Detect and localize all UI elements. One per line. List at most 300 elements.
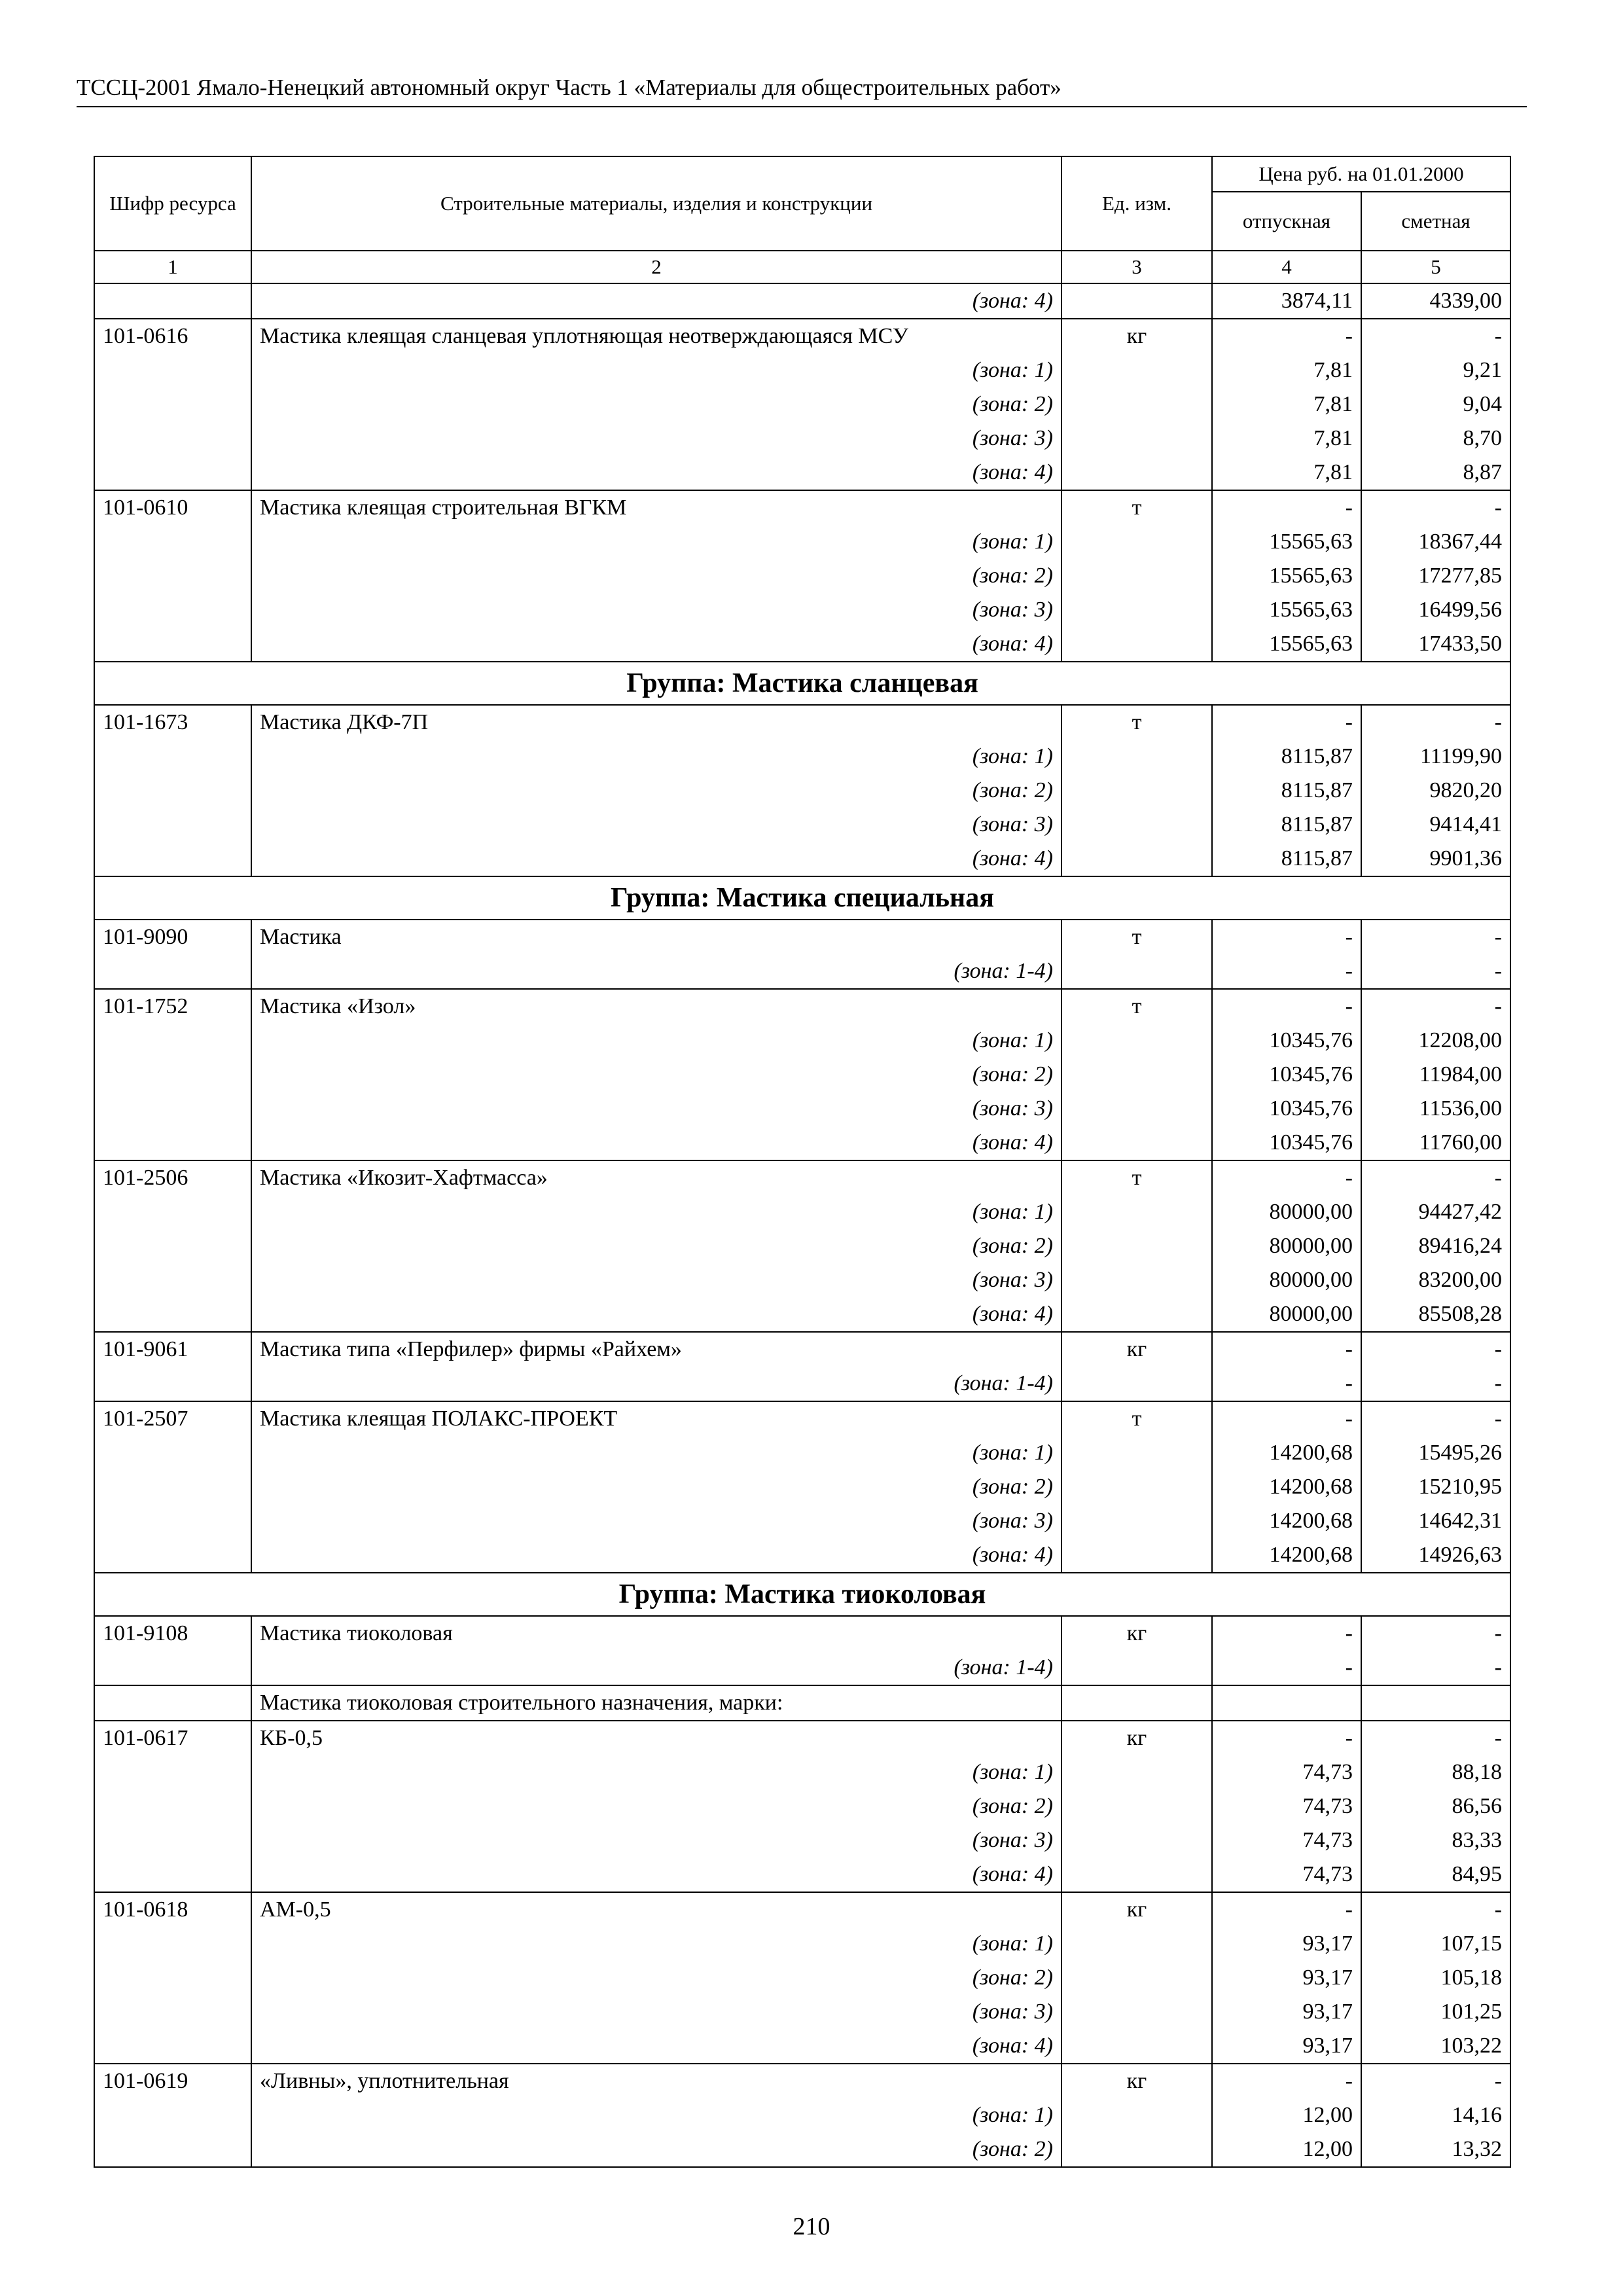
release-price: 3874,11 — [1212, 283, 1361, 319]
zone-row — [94, 740, 1510, 774]
release-price: 15565,63 — [1212, 593, 1361, 627]
unit-cell-empty — [1061, 593, 1212, 627]
estimate-price: - — [1361, 1401, 1510, 1436]
estimate-price: 88,18 — [1361, 1755, 1510, 1789]
zone-label: (зона: 1-4) — [251, 1651, 1061, 1685]
resource-code-empty — [94, 1126, 251, 1160]
unit-cell-empty — [1061, 1367, 1212, 1401]
resource-code-empty — [94, 353, 251, 387]
estimate-price: - — [1361, 1651, 1510, 1685]
resource-code-empty — [94, 593, 251, 627]
release-price: 80000,00 — [1212, 1297, 1361, 1332]
zone-row — [94, 2132, 1510, 2167]
item-row — [94, 1401, 1510, 1436]
estimate-price: 8,70 — [1361, 422, 1510, 456]
zone-row — [94, 1126, 1510, 1160]
resource-code: 101-9090 — [94, 920, 251, 954]
zone-label: (зона: 3) — [251, 1823, 1061, 1857]
zone-row — [94, 559, 1510, 593]
resource-code-empty — [94, 1367, 251, 1401]
unit-cell-empty — [1061, 627, 1212, 662]
zone-label: (зона: 2) — [251, 1229, 1061, 1263]
unit-cell-empty — [1061, 456, 1212, 490]
zone-label: (зона: 4) — [251, 456, 1061, 490]
zone-row — [94, 1961, 1510, 1995]
release-price: 74,73 — [1212, 1755, 1361, 1789]
estimate-price: 17433,50 — [1361, 627, 1510, 662]
estimate-price: 103,22 — [1361, 2029, 1510, 2064]
unit-cell: т — [1061, 1160, 1212, 1195]
unit-cell-empty — [1061, 774, 1212, 808]
material-name: Мастика тиоколовая — [251, 1616, 1061, 1651]
group-title: Группа: Мастика сланцевая — [94, 662, 1510, 705]
release-price: 74,73 — [1212, 1823, 1361, 1857]
estimate-price: 12208,00 — [1361, 1024, 1510, 1058]
unit-cell-empty — [1061, 1961, 1212, 1995]
estimate-price: 11536,00 — [1361, 1092, 1510, 1126]
estimate-price: 15210,95 — [1361, 1470, 1510, 1504]
release-price: 93,17 — [1212, 2029, 1361, 2064]
estimate-price: 14642,31 — [1361, 1504, 1510, 1538]
release-price: 93,17 — [1212, 1995, 1361, 2029]
zone-label: (зона: 3) — [251, 808, 1061, 842]
resource-code: 101-0610 — [94, 490, 251, 525]
release-price: - — [1212, 490, 1361, 525]
estimate-price: 86,56 — [1361, 1789, 1510, 1823]
item-row — [94, 1892, 1510, 1927]
zone-label: (зона: 2) — [251, 559, 1061, 593]
release-price: 7,81 — [1212, 456, 1361, 490]
zone-row — [94, 1504, 1510, 1538]
zone-label: (зона: 1) — [251, 1436, 1061, 1470]
unit-cell-empty — [1061, 1263, 1212, 1297]
resource-code-empty — [94, 1263, 251, 1297]
resource-code: 101-0617 — [94, 1721, 251, 1755]
estimate-price: 13,32 — [1361, 2132, 1510, 2167]
resource-code-empty — [94, 1229, 251, 1263]
material-name: Мастика ДКФ-7П — [251, 705, 1061, 740]
unit-cell-empty — [1061, 387, 1212, 422]
zone-label: (зона: 3) — [251, 1995, 1061, 2029]
release-price: - — [1212, 989, 1361, 1024]
zone-label: (зона: 2) — [251, 774, 1061, 808]
resource-code: 101-9108 — [94, 1616, 251, 1651]
zone-row — [94, 1436, 1510, 1470]
unit-cell-empty — [1061, 1092, 1212, 1126]
header-price-group: Цена руб. на 01.01.2000 — [1212, 156, 1510, 192]
zone-label: (зона: 3) — [251, 1504, 1061, 1538]
unit-cell-empty — [1061, 1470, 1212, 1504]
unit-cell-empty — [1061, 559, 1212, 593]
zone-label: (зона: 4) — [251, 1857, 1061, 1892]
estimate-price: 9,04 — [1361, 387, 1510, 422]
unit-cell: кг — [1061, 1332, 1212, 1367]
unit-cell-empty — [1061, 1823, 1212, 1857]
resource-code: 101-0618 — [94, 1892, 251, 1927]
resource-code-empty — [94, 1092, 251, 1126]
zone-row — [94, 2029, 1510, 2064]
estimate-price: - — [1361, 1721, 1510, 1755]
column-number: 1 — [94, 251, 251, 283]
release-price: 93,17 — [1212, 1961, 1361, 1995]
zone-row — [94, 1024, 1510, 1058]
item-row — [94, 1160, 1510, 1195]
zone-row — [94, 1367, 1510, 1401]
release-price: - — [1212, 2064, 1361, 2098]
zone-label: (зона: 1) — [251, 2098, 1061, 2132]
unit-cell-empty — [1061, 1538, 1212, 1573]
item-row — [94, 2064, 1510, 2098]
unit-cell-empty — [1061, 2098, 1212, 2132]
estimate-price: - — [1361, 1160, 1510, 1195]
release-price: - — [1212, 1616, 1361, 1651]
release-price: 15565,63 — [1212, 525, 1361, 559]
unit-cell-empty — [1061, 1126, 1212, 1160]
unit-cell-empty — [1061, 1195, 1212, 1229]
resource-code-empty — [94, 1195, 251, 1229]
estimate-price: 85508,28 — [1361, 1297, 1510, 1332]
release-price: 10345,76 — [1212, 1058, 1361, 1092]
zone-row — [94, 1789, 1510, 1823]
zone-label: (зона: 3) — [251, 1092, 1061, 1126]
group-title: Группа: Мастика тиоколовая — [94, 1573, 1510, 1616]
unit-cell-empty — [1061, 1755, 1212, 1789]
release-price: 8115,87 — [1212, 774, 1361, 808]
header-release: отпускная — [1212, 192, 1361, 251]
zone-row — [94, 1927, 1510, 1961]
resource-code-empty — [94, 2029, 251, 2064]
release-price: 7,81 — [1212, 422, 1361, 456]
unit-cell-empty — [1061, 525, 1212, 559]
release-price: 8115,87 — [1212, 842, 1361, 876]
zone-row — [94, 808, 1510, 842]
zone-label: (зона: 4) — [251, 842, 1061, 876]
estimate-price: 9,21 — [1361, 353, 1510, 387]
resource-code: 101-1673 — [94, 705, 251, 740]
resource-code-empty — [94, 1857, 251, 1892]
resource-code: 101-2506 — [94, 1160, 251, 1195]
estimate-price: - — [1361, 490, 1510, 525]
release-price: - — [1212, 1651, 1361, 1685]
estimate-price: 18367,44 — [1361, 525, 1510, 559]
zone-label: (зона: 1-4) — [251, 954, 1061, 989]
resource-code-empty — [94, 1058, 251, 1092]
release-price: 14200,68 — [1212, 1470, 1361, 1504]
zone-label: (зона: 4) — [251, 1126, 1061, 1160]
zone-label: (зона: 1-4) — [251, 1367, 1061, 1401]
estimate-price: 11984,00 — [1361, 1058, 1510, 1092]
zone-row — [94, 593, 1510, 627]
zone-row — [94, 774, 1510, 808]
release-price: 15565,63 — [1212, 627, 1361, 662]
release-price: 10345,76 — [1212, 1126, 1361, 1160]
header-rule — [77, 106, 1527, 107]
unit-cell: кг — [1061, 319, 1212, 353]
document-header: ТССЦ-2001 Ямало-Ненецкий автономный округ Часть 1 «Материалы для общестроительных работ» — [77, 75, 1061, 100]
zone-row — [94, 1823, 1510, 1857]
resource-code-empty — [94, 1470, 251, 1504]
column-number: 3 — [1061, 251, 1212, 283]
resource-code-empty — [94, 1024, 251, 1058]
zone-label: (зона: 2) — [251, 387, 1061, 422]
zone-row — [94, 1229, 1510, 1263]
zone-label: (зона: 1) — [251, 353, 1061, 387]
unit-cell-empty — [1061, 2029, 1212, 2064]
unit-cell-empty — [1061, 1024, 1212, 1058]
estimate-price: 15495,26 — [1361, 1436, 1510, 1470]
estimate-price: 9414,41 — [1361, 808, 1510, 842]
material-name: АМ-0,5 — [251, 1892, 1061, 1927]
estimate-price: - — [1361, 705, 1510, 740]
release-price: 7,81 — [1212, 353, 1361, 387]
zone-row — [94, 283, 1510, 319]
estimate-price: - — [1361, 1367, 1510, 1401]
unit-cell-empty — [1061, 422, 1212, 456]
estimate-price: 107,15 — [1361, 1927, 1510, 1961]
estimate-price: - — [1361, 1616, 1510, 1651]
zone-row — [94, 1263, 1510, 1297]
unit-cell-empty — [1061, 1058, 1212, 1092]
zone-row — [94, 954, 1510, 989]
resource-code-empty — [94, 954, 251, 989]
zone-row — [94, 353, 1510, 387]
column-number: 2 — [251, 251, 1061, 283]
zone-label: (зона: 4) — [251, 1538, 1061, 1573]
estimate-price: 89416,24 — [1361, 1229, 1510, 1263]
estimate-price: 11760,00 — [1361, 1126, 1510, 1160]
price-table — [94, 156, 1511, 2168]
unit-cell-empty — [1061, 1229, 1212, 1263]
resource-code: 101-0619 — [94, 2064, 251, 2098]
material-name: «Ливны», уплотнительная — [251, 2064, 1061, 2098]
material-name: Мастика «Икозит-Хафтмасса» — [251, 1160, 1061, 1195]
zone-label: (зона: 2) — [251, 1961, 1061, 1995]
resource-code-empty — [94, 1651, 251, 1685]
zone-row — [94, 1195, 1510, 1229]
release-price: - — [1212, 954, 1361, 989]
estimate-price: 105,18 — [1361, 1961, 1510, 1995]
zone-label: (зона: 3) — [251, 1263, 1061, 1297]
item-row — [94, 319, 1510, 353]
zone-label: (зона: 3) — [251, 422, 1061, 456]
release-price: 14200,68 — [1212, 1436, 1361, 1470]
zone-label: (зона: 4) — [251, 2029, 1061, 2064]
unit-cell: т — [1061, 920, 1212, 954]
zone-label: (зона: 4) — [251, 627, 1061, 662]
resource-code-empty — [94, 740, 251, 774]
page-number: 210 — [793, 2213, 830, 2240]
release-price: - — [1212, 1332, 1361, 1367]
column-number: 5 — [1361, 251, 1510, 283]
unit-cell-empty — [1061, 1297, 1212, 1332]
unit-cell: кг — [1061, 1616, 1212, 1651]
zone-row — [94, 1470, 1510, 1504]
unit-cell-empty — [1061, 842, 1212, 876]
release-price: 14200,68 — [1212, 1504, 1361, 1538]
estimate-price: 16499,56 — [1361, 593, 1510, 627]
material-name: Мастика — [251, 920, 1061, 954]
estimate-price: 9901,36 — [1361, 842, 1510, 876]
estimate-price: - — [1361, 1332, 1510, 1367]
unit-cell-empty — [1061, 1789, 1212, 1823]
unit-cell: т — [1061, 490, 1212, 525]
group-row — [94, 662, 1510, 705]
item-row — [94, 490, 1510, 525]
zone-label: (зона: 2) — [251, 2132, 1061, 2167]
release-price: 8115,87 — [1212, 808, 1361, 842]
zone-label: (зона: 1) — [251, 1195, 1061, 1229]
resource-code-empty — [94, 1504, 251, 1538]
material-name: Мастика клеящая сланцевая уплотняющая неотверждающаяся МСУ — [251, 319, 1061, 353]
zone-row — [94, 1538, 1510, 1573]
resource-code-empty — [94, 387, 251, 422]
estimate-price: 94427,42 — [1361, 1195, 1510, 1229]
item-row — [94, 1332, 1510, 1367]
unit-cell-empty — [1061, 954, 1212, 989]
release-price: 80000,00 — [1212, 1229, 1361, 1263]
release-price: - — [1212, 920, 1361, 954]
release-price: 80000,00 — [1212, 1263, 1361, 1297]
zone-row — [94, 422, 1510, 456]
column-number: 4 — [1212, 251, 1361, 283]
estimate-price: 84,95 — [1361, 1857, 1510, 1892]
zone-row — [94, 2098, 1510, 2132]
zone-label: (зона: 1) — [251, 1927, 1061, 1961]
release-price: 15565,63 — [1212, 559, 1361, 593]
estimate-price: 9820,20 — [1361, 774, 1510, 808]
unit-cell: кг — [1061, 1892, 1212, 1927]
item-row — [94, 1721, 1510, 1755]
estimate-price: 17277,85 — [1361, 559, 1510, 593]
estimate-price: - — [1361, 954, 1510, 989]
resource-code-empty — [94, 1436, 251, 1470]
unit-cell-empty — [1061, 2132, 1212, 2167]
release-price: - — [1212, 705, 1361, 740]
zone-row — [94, 525, 1510, 559]
unit-cell-empty — [1061, 1504, 1212, 1538]
zone-row — [94, 1297, 1510, 1332]
zone-row — [94, 1651, 1510, 1685]
resource-code: 101-0616 — [94, 319, 251, 353]
item-row — [94, 989, 1510, 1024]
unit-cell-empty — [1061, 1927, 1212, 1961]
estimate-price: 14926,63 — [1361, 1538, 1510, 1573]
resource-code-empty — [94, 808, 251, 842]
unit-cell-empty — [1061, 283, 1212, 319]
resource-code-empty — [94, 1995, 251, 2029]
zone-label: (зона: 4) — [251, 283, 1061, 319]
material-name: Мастика клеящая ПОЛАКС-ПРОЕКТ — [251, 1401, 1061, 1436]
estimate-price: - — [1361, 1892, 1510, 1927]
release-price: - — [1212, 1892, 1361, 1927]
release-price: 12,00 — [1212, 2098, 1361, 2132]
resource-code-empty — [94, 1823, 251, 1857]
release-price: 74,73 — [1212, 1857, 1361, 1892]
resource-code-empty — [94, 2132, 251, 2167]
unit-cell-empty — [1061, 1857, 1212, 1892]
estimate-price: - — [1361, 920, 1510, 954]
resource-code-empty — [94, 1755, 251, 1789]
estimate-price: 83,33 — [1361, 1823, 1510, 1857]
resource-code-empty — [94, 774, 251, 808]
release-price: 10345,76 — [1212, 1092, 1361, 1126]
unit-cell: т — [1061, 705, 1212, 740]
resource-code-empty — [94, 1961, 251, 1995]
zone-label: (зона: 1) — [251, 1755, 1061, 1789]
unit-cell-empty — [1061, 353, 1212, 387]
release-price: - — [1212, 319, 1361, 353]
resource-code-empty — [94, 1927, 251, 1961]
release-price: 93,17 — [1212, 1927, 1361, 1961]
zone-row — [94, 387, 1510, 422]
unit-cell-empty — [1061, 1436, 1212, 1470]
estimate-price: 8,87 — [1361, 456, 1510, 490]
estimate-price: - — [1361, 989, 1510, 1024]
resource-code: 101-2507 — [94, 1401, 251, 1436]
release-price: - — [1212, 1160, 1361, 1195]
resource-code-empty — [94, 525, 251, 559]
resource-code-empty — [94, 842, 251, 876]
resource-code-empty — [94, 1538, 251, 1573]
zone-label: (зона: 2) — [251, 1058, 1061, 1092]
group-row — [94, 876, 1510, 920]
unit-cell: т — [1061, 989, 1212, 1024]
group-title: Группа: Мастика специальная — [94, 876, 1510, 920]
zone-row — [94, 1092, 1510, 1126]
header-estimate: сметная — [1361, 192, 1510, 251]
release-price: - — [1212, 1367, 1361, 1401]
zone-label: (зона: 4) — [251, 1297, 1061, 1332]
release-price: 14200,68 — [1212, 1538, 1361, 1573]
zone-row — [94, 456, 1510, 490]
release-price: 80000,00 — [1212, 1195, 1361, 1229]
resource-code: 101-1752 — [94, 989, 251, 1024]
unit-cell: кг — [1061, 1721, 1212, 1755]
unit-cell-empty — [1061, 1995, 1212, 2029]
material-name: Мастика типа «Перфилер» фирмы «Райхем» — [251, 1332, 1061, 1367]
unit-cell-empty — [1061, 808, 1212, 842]
zone-label: (зона: 1) — [251, 525, 1061, 559]
item-row — [94, 1685, 1510, 1721]
resource-code-empty — [94, 456, 251, 490]
zone-label: (зона: 1) — [251, 1024, 1061, 1058]
resource-code-empty — [94, 283, 251, 319]
zone-label: (зона: 2) — [251, 1789, 1061, 1823]
release-price — [1212, 1685, 1361, 1721]
header-name: Строительные материалы, изделия и конструкции — [251, 156, 1061, 251]
release-price: - — [1212, 1721, 1361, 1755]
item-row — [94, 705, 1510, 740]
material-name: Мастика клеящая строительная ВГКМ — [251, 490, 1061, 525]
zone-row — [94, 1995, 1510, 2029]
estimate-price: - — [1361, 319, 1510, 353]
table-body — [94, 283, 1510, 2167]
estimate-price: 14,16 — [1361, 2098, 1510, 2132]
zone-row — [94, 627, 1510, 662]
resource-code — [94, 1685, 251, 1721]
group-row — [94, 1573, 1510, 1616]
release-price: 10345,76 — [1212, 1024, 1361, 1058]
material-name: КБ-0,5 — [251, 1721, 1061, 1755]
estimate-price: 83200,00 — [1361, 1263, 1510, 1297]
zone-label: (зона: 3) — [251, 593, 1061, 627]
table-header — [94, 156, 1510, 283]
release-price: - — [1212, 1401, 1361, 1436]
estimate-price — [1361, 1685, 1510, 1721]
resource-code-empty — [94, 627, 251, 662]
resource-code-empty — [94, 2098, 251, 2132]
unit-cell-empty — [1061, 1651, 1212, 1685]
